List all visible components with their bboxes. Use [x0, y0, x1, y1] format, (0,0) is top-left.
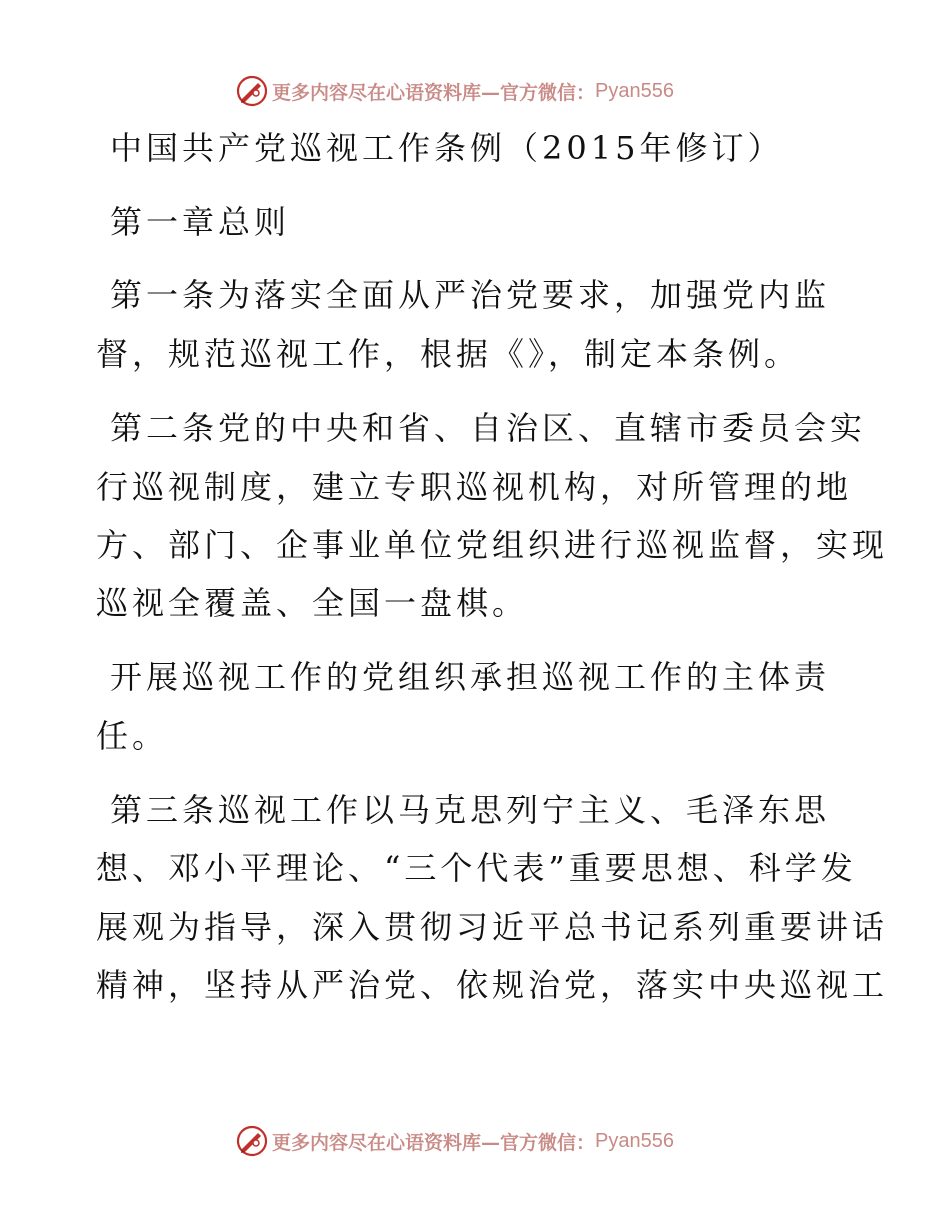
paragraph-2-line-3: 方、部门、企事业单位党组织进行巡视监督，实现 — [96, 526, 889, 564]
paragraph-3-line-2: 任。 — [96, 717, 169, 755]
watermark-wechat-id: Pyan556 — [595, 79, 674, 102]
paragraph-2-line-4: 巡视全覆盖、全国一盘棋。 — [96, 584, 529, 622]
watermark-footer — [236, 1124, 674, 1158]
chapter-heading: 第一章总则 — [110, 203, 291, 241]
watermark-text: 更多内容尽在心语资料库—官方微信： — [272, 1131, 596, 1154]
paragraph-4-line-4: 精神，坚持从严治党、依规治党，落实中央巡视工 — [96, 966, 889, 1004]
paragraph-3-line-1: 开展巡视工作的党组织承担巡视工作的主体责 — [110, 658, 831, 696]
paragraph-4-line-1: 第三条巡视工作以马克思列宁主义、毛泽东思 — [110, 791, 831, 829]
paragraph-4-line-2: 想、邓小平理论、“三个代表”重要思想、科学发 — [96, 849, 857, 887]
watermark-wechat-id: Pyan556 — [595, 1129, 674, 1152]
paragraph-1-line-2: 督，规范巡视工作，根据《》，制定本条例。 — [96, 335, 801, 373]
watermark-header — [236, 74, 674, 108]
document-title: 中国共产党巡视工作条例（2015年修订） — [110, 129, 784, 167]
paragraph-2-line-1: 第二条党的中央和省、自治区、直辖市委员会实 — [110, 409, 867, 447]
paragraph-1-line-1: 第一条为落实全面从严治党要求，加强党内监 — [110, 276, 831, 314]
pen-logo-icon — [236, 1125, 268, 1157]
pen-logo-icon — [236, 75, 268, 107]
paragraph-2-line-2: 行巡视制度，建立专职巡视机构，对所管理的地 — [96, 468, 853, 506]
watermark-text: 更多内容尽在心语资料库—官方微信： — [272, 81, 596, 104]
paragraph-4-line-3: 展观为指导，深入贯彻习近平总书记系列重要讲话 — [96, 908, 889, 946]
